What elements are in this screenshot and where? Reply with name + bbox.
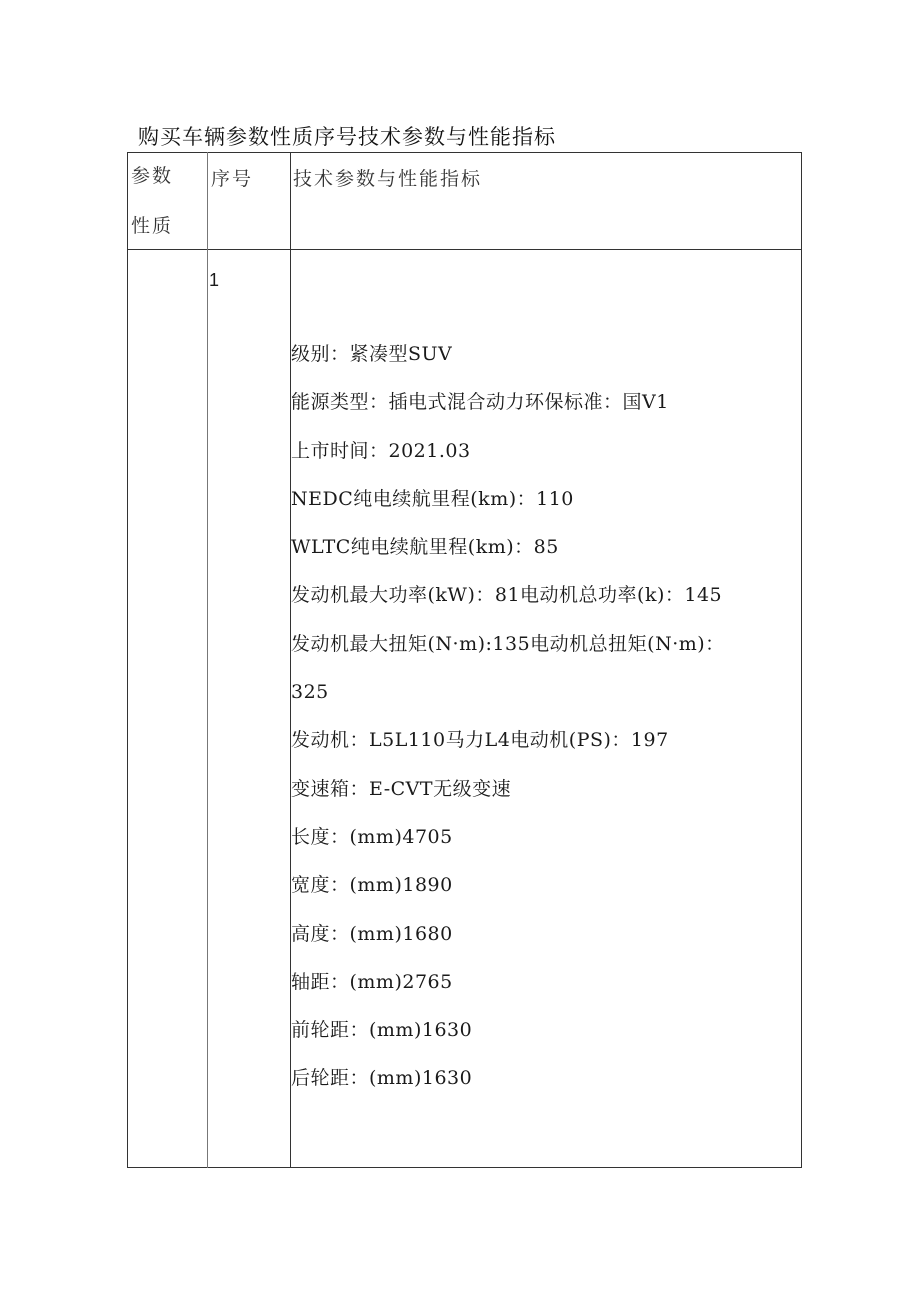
header-divider (127, 249, 802, 250)
spec-item: 发动机：L5L110马力L4电动机(PS)：197 (291, 729, 669, 752)
table-border-top (127, 152, 802, 153)
header-seq: 序号 (211, 168, 254, 190)
column-divider-1 (207, 152, 208, 1168)
table-border-bottom (127, 1167, 802, 1168)
spec-item: 级别：紧凑型SUV (291, 343, 453, 365)
spec-list (291, 330, 725, 1103)
spec-item: NEDC纯电续航里程(km)：110 (291, 487, 574, 510)
spec-item: 能源类型：插电式混合动力环保标准：国V1 (291, 391, 669, 414)
spec-item: WLTC纯电续航里程(km)：85 (291, 536, 559, 559)
spec-item: 发动机最大扭矩(N·m):135电动机总扭矩(N·m)： (291, 632, 725, 655)
table-border-left (127, 152, 128, 1168)
spec-table (127, 152, 802, 1168)
header-nature-line1: 参数 (131, 165, 174, 187)
spec-item: 宽度：(mm)1890 (291, 874, 453, 897)
table-border-right (801, 152, 802, 1168)
spec-item: 长度：(mm)4705 (291, 825, 453, 848)
spec-item: 高度：(mm)1680 (291, 922, 453, 945)
spec-item: 变速箱：E-CVT无级变速 (291, 777, 512, 800)
row-seq-number: 1 (209, 270, 220, 290)
spec-item: 发动机最大功率(kW)：81电动机总功率(k)：145 (291, 584, 723, 607)
spec-item: 轴距：(mm)2765 (291, 970, 453, 993)
header-specs: 技术参数与性能指标 (293, 168, 483, 190)
document-title: 购买车辆参数性质序号技术参数与性能指标 (138, 125, 556, 149)
spec-item: 后轮距：(mm)1630 (291, 1067, 473, 1090)
spec-item: 上市时间：2021.03 (291, 439, 471, 462)
spec-item: 325 (291, 681, 329, 704)
spec-item: 前轮距：(mm)1630 (291, 1019, 473, 1042)
header-nature-line2: 性质 (131, 215, 174, 237)
